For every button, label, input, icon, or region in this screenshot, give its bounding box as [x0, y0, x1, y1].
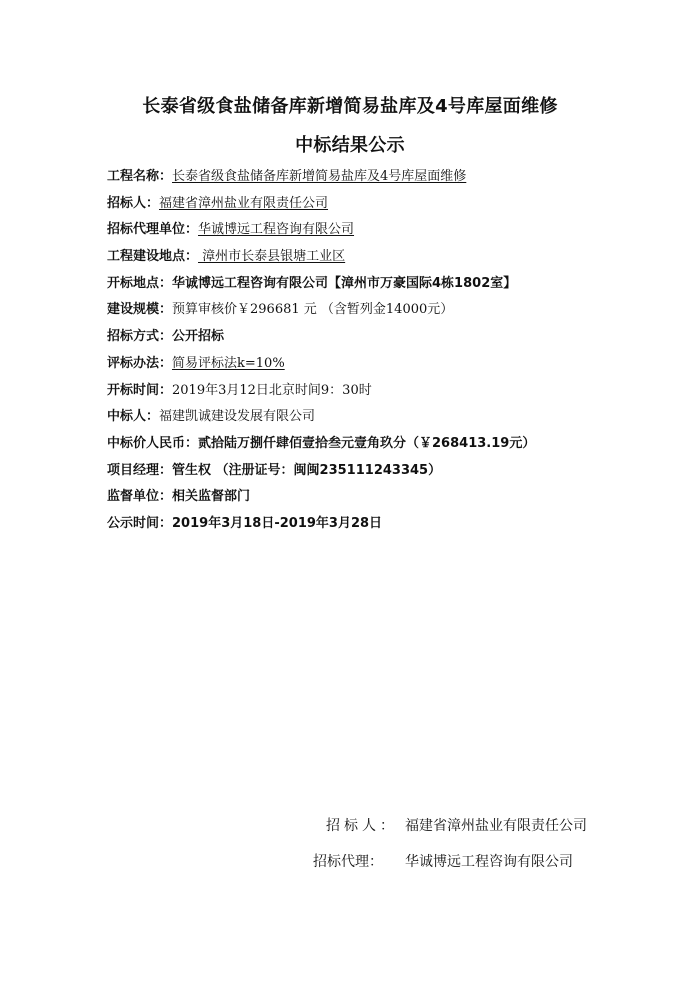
field-value: 福建凯诚建设发展有限公司 — [159, 409, 316, 425]
field-label: 工程建设地点： — [107, 249, 199, 265]
field-value: 华诚博远工程咨询有限公司 — [198, 222, 355, 238]
footer-tenderer-value: 福建省漳州盐业有限责任公司 — [405, 818, 587, 834]
field-label: 建设规模： — [107, 302, 173, 318]
field-bid-opening-time — [107, 378, 667, 405]
field-label: 招标代理单位： — [107, 222, 199, 238]
field-supervision-unit — [107, 484, 667, 511]
field-project-name — [107, 164, 667, 191]
field-evaluation-method — [107, 351, 667, 378]
field-value: 相关监督部门 — [172, 489, 251, 505]
field-label: 公示时间： — [107, 515, 173, 531]
field-value: 长泰省级食盐储备库新增简易盐库及4号库屋面维修 — [172, 169, 467, 184]
field-tender-method — [107, 324, 667, 351]
field-label: 评标办法： — [107, 355, 173, 371]
footer-agent-label: 招标代理： — [313, 854, 383, 870]
field-project-manager — [107, 458, 667, 485]
field-value: 漳州市长泰县银塘工业区 — [198, 249, 346, 265]
field-value: 贰拾陆万捌仟肆佰壹拾叁元壹角玖分（￥268413.19元） — [198, 435, 536, 451]
field-label: 监督单位： — [107, 489, 173, 505]
field-construction-scale — [107, 297, 667, 324]
field-label: 工程名称： — [107, 169, 173, 184]
announcement-fields — [107, 164, 667, 538]
field-label: 项目经理： — [107, 462, 173, 478]
field-value: 管生权 （注册证号：闽闽235111243345） — [172, 462, 442, 478]
field-value: 预算审核价￥296681 元 （含暂列金14000元） — [172, 302, 454, 318]
field-bid-opening-location — [107, 271, 667, 298]
footer-tenderer-label: 招标人： — [326, 818, 398, 834]
field-label: 招标人： — [107, 195, 160, 211]
field-label: 中标价人民币： — [107, 435, 199, 451]
field-label: 招标方式： — [107, 329, 173, 345]
field-value: 公开招标 — [172, 329, 225, 345]
field-label: 开标时间： — [107, 382, 173, 398]
footer-agent-value: 华诚博远工程咨询有限公司 — [405, 854, 573, 870]
field-label: 开标地点： — [107, 275, 173, 291]
document-title: 长泰省级食盐储备库新增简易盐库及4号库屋面维修 — [142, 96, 558, 117]
field-value: 简易评标法k=10% — [172, 355, 285, 371]
field-winning-price — [107, 431, 667, 458]
field-tenderer — [107, 191, 667, 218]
field-tender-agent — [107, 217, 667, 244]
field-value: 2019年3月18日-2019年3月28日 — [172, 515, 383, 531]
field-winning-bidder — [107, 404, 667, 431]
field-value: 华诚博远工程咨询有限公司【漳州市万豪国际4栋1802室】 — [172, 275, 517, 291]
field-value: 福建省漳州盐业有限责任公司 — [159, 195, 329, 211]
field-announcement-period — [107, 511, 667, 538]
document-subtitle: 中标结果公示 — [295, 135, 405, 156]
field-label: 中标人： — [107, 409, 160, 425]
field-value: 2019年3月12日北京时间9：30时 — [172, 382, 372, 398]
field-construction-site — [107, 244, 667, 271]
